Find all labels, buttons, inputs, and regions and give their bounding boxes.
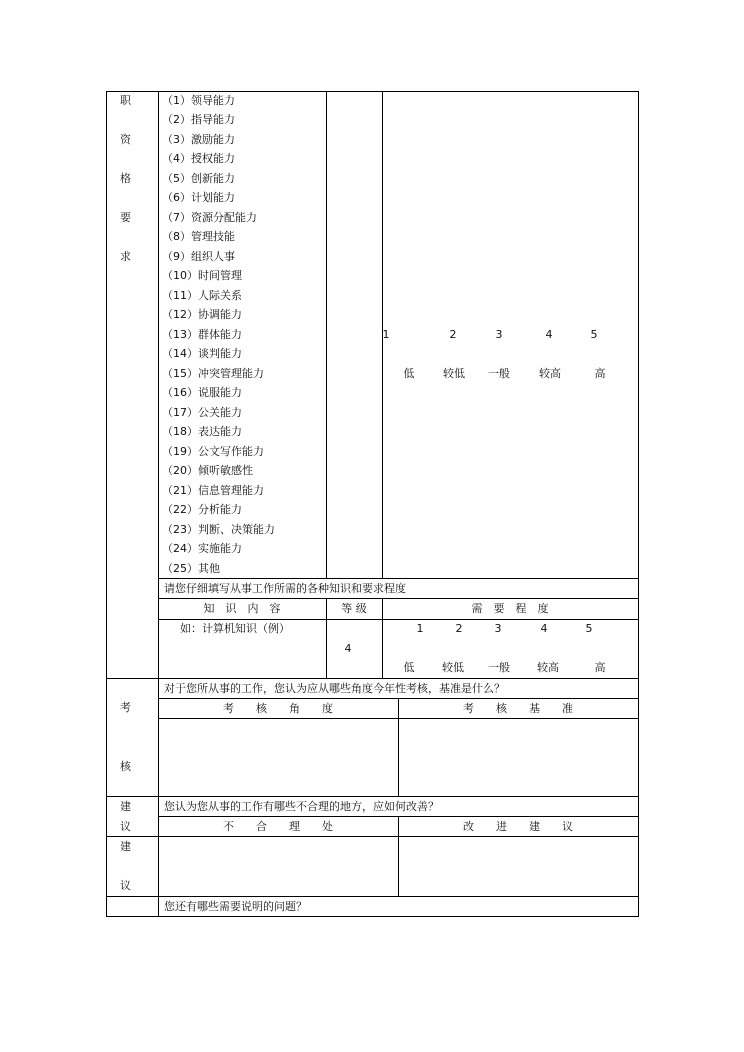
list-item: （14）谈判能力 (162, 347, 242, 360)
list-item: （6）计划能力 (162, 191, 235, 204)
knowledge-col-level: 等 级 (341, 602, 367, 615)
scale-word: 一般 (488, 661, 510, 674)
suggest-prompt: 您认为您从事的工作有哪些不合理的地方，应如何改善？ (164, 800, 439, 813)
list-item: （13）群体能力 (162, 328, 242, 341)
scale-word: 较低 (442, 661, 464, 674)
knowledge-prompt: 请您仔细填写从事工作所需的各种知识和要求程度 (164, 582, 406, 595)
list-item: （5）创新能力 (162, 172, 235, 185)
scale-word: 高 (594, 367, 606, 380)
list-item: （2）指导能力 (162, 113, 235, 126)
list-item: （4）授权能力 (162, 152, 235, 165)
scale-number: 2 (455, 622, 463, 635)
scale-number: 5 (590, 328, 598, 341)
suggest-side-char: 建 (120, 800, 131, 813)
list-item: （24）实施能力 (162, 542, 242, 555)
list-item: （21）信息管理能力 (162, 484, 264, 497)
scale-number: 4 (545, 328, 553, 341)
list-item: （1）领导能力 (162, 94, 235, 107)
assess-side-char: 考 (120, 701, 131, 714)
list-item: （11）人际关系 (162, 289, 242, 302)
list-item: （9）组织人事 (162, 250, 235, 263)
suggest-side-char: 议 (120, 820, 131, 833)
scale-word: 高 (594, 661, 606, 674)
assess-col-angle: 考 核 角 度 (223, 702, 333, 715)
scale-word: 低 (403, 661, 415, 674)
list-item: （17）公关能力 (162, 406, 242, 419)
side-char: 求 (120, 250, 131, 263)
list-item: （15）冲突管理能力 (162, 367, 264, 380)
scale-number: 3 (495, 328, 503, 341)
side-char: 格 (120, 172, 131, 185)
list-item: （16）说服能力 (162, 386, 242, 399)
scale-word: 低 (403, 367, 415, 380)
scale-number: 5 (585, 622, 593, 635)
list-item: （23）判断、决策能力 (162, 523, 275, 536)
knowledge-example: 如：计算机知识（例） (180, 622, 290, 635)
suggest-col-improve: 改 进 建 议 (463, 820, 573, 833)
assess-side-char: 核 (120, 760, 131, 773)
assess-col-basis: 考 核 基 准 (463, 702, 573, 715)
side-char: 要 (120, 211, 131, 224)
list-item: （25）其他 (162, 562, 220, 575)
scale-word: 较高 (537, 661, 559, 674)
assess-prompt: 对于您所从事的工作，您认为应从哪些角度今年性考核，基准是什么？ (164, 682, 505, 695)
scale-number: 3 (494, 622, 502, 635)
knowledge-example-level: 4 (344, 642, 352, 655)
scale-number: 1 (416, 622, 424, 635)
knowledge-col-degree: 需 要 程 度 (471, 602, 549, 615)
scale-word: 较低 (443, 367, 465, 380)
suggest-side-char: 建 (120, 840, 131, 853)
list-item: （7）资源分配能力 (162, 211, 257, 224)
list-item: （18）表达能力 (162, 425, 242, 438)
knowledge-col-content: 知 识 内 容 (203, 602, 281, 615)
list-item: （22）分析能力 (162, 503, 242, 516)
suggest-side-char: 议 (120, 879, 131, 892)
scale-number: 4 (540, 622, 548, 635)
scale-number: 2 (449, 328, 457, 341)
scale-word: 较高 (539, 367, 561, 380)
list-item: （10）时间管理 (162, 269, 242, 282)
side-char: 资 (120, 133, 131, 146)
other-prompt: 您还有哪些需要说明的问题？ (164, 900, 307, 913)
scale-number: 1 (382, 328, 390, 341)
list-item: （12）协调能力 (162, 308, 242, 321)
list-item: （8）管理技能 (162, 230, 235, 243)
list-item: （20）倾听敏感性 (162, 464, 253, 477)
list-item: （19）公文写作能力 (162, 445, 264, 458)
suggest-col-issue: 不 合 理 处 (223, 820, 333, 833)
scale-word: 一般 (488, 367, 510, 380)
side-char: 职 (120, 94, 131, 107)
list-item: （3）激励能力 (162, 133, 235, 146)
